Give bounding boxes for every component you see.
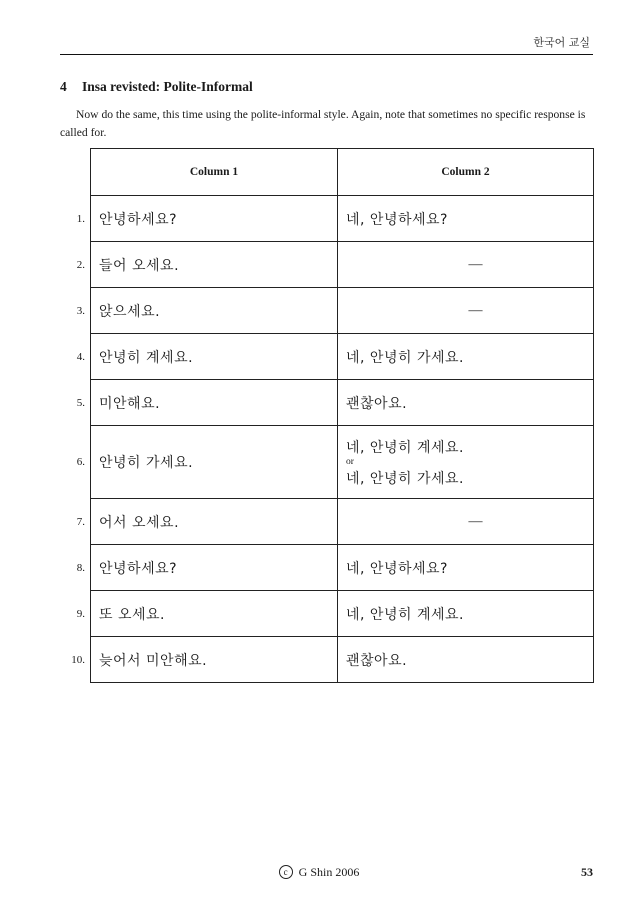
column-2-response: 네, 안녕히 계세요. [346, 606, 464, 623]
table-row [91, 426, 594, 499]
table-header-row [91, 149, 594, 196]
no-response-dash: — [468, 513, 483, 529]
column-1-phrase: 미안해요. [99, 395, 161, 412]
row-number: 8. [76, 561, 85, 574]
column-2-response: 네, 안녕하세요? [346, 211, 448, 228]
copyright-text: G Shin 2006 [298, 865, 360, 879]
row-number: 2. [76, 258, 85, 271]
table-row [91, 591, 594, 637]
column-1-phrase: 안녕히 계세요. [99, 349, 194, 366]
column-2-response: 네, 안녕하세요? [346, 560, 448, 577]
row-number: 1. [76, 212, 85, 225]
row-number: 9. [76, 607, 85, 620]
column-2-response: 네, 안녕히 계세요. [346, 439, 464, 456]
row-number: 7. [76, 515, 85, 528]
table-row [91, 334, 594, 380]
section-heading [60, 79, 253, 95]
no-response-dash: — [468, 256, 483, 272]
row-number: 10. [71, 653, 85, 666]
page-number: 53 [581, 865, 593, 879]
table-row [91, 288, 594, 334]
column-1-phrase: 안녕하세요? [99, 560, 178, 577]
running-header: 한국어 교실 [533, 36, 590, 49]
column-1-phrase: 앉으세요. [99, 303, 161, 320]
table-row [91, 242, 594, 288]
column-2-header: Column 2 [338, 149, 594, 196]
table-row [91, 499, 594, 545]
no-response-dash: — [468, 302, 483, 318]
copyright-icon: c [279, 865, 293, 879]
column-1-phrase: 또 오세요. [99, 606, 165, 623]
table-row [91, 196, 594, 242]
table-row [91, 545, 594, 591]
column-2-response-alt: 네, 안녕히 가세요. [346, 470, 464, 487]
copyright-footer [0, 865, 638, 880]
column-1-phrase: 안녕히 가세요. [99, 455, 194, 471]
table-row [91, 637, 594, 683]
row-number: 3. [76, 304, 85, 317]
row-number: 5. [76, 396, 85, 409]
response-table [71, 148, 594, 683]
section-title: Insa revisted: Polite-Informal [82, 79, 253, 94]
column-1-phrase: 어서 오세요. [99, 514, 180, 531]
column-2-response: 네, 안녕히 가세요. [346, 349, 464, 366]
column-2-response: 괜찮아요. [346, 395, 408, 412]
section-number: 4 [60, 79, 67, 94]
row-number: 4. [76, 350, 85, 363]
column-1-phrase: 안녕하세요? [99, 211, 178, 228]
column-1-header: Column 1 [91, 149, 338, 196]
row-number: 6. [76, 456, 85, 468]
column-2-response: 괜찮아요. [346, 652, 408, 669]
header-rule [60, 54, 593, 55]
column-1-phrase: 늦어서 미안해요. [99, 652, 208, 669]
table-row [91, 380, 594, 426]
instructions-paragraph: Now do the same, this time using the polite-informal style. Again, note that sometimes no specific response is called for. [60, 108, 586, 139]
column-1-phrase: 들어 오세요. [99, 257, 180, 274]
or-label: or [346, 456, 354, 467]
